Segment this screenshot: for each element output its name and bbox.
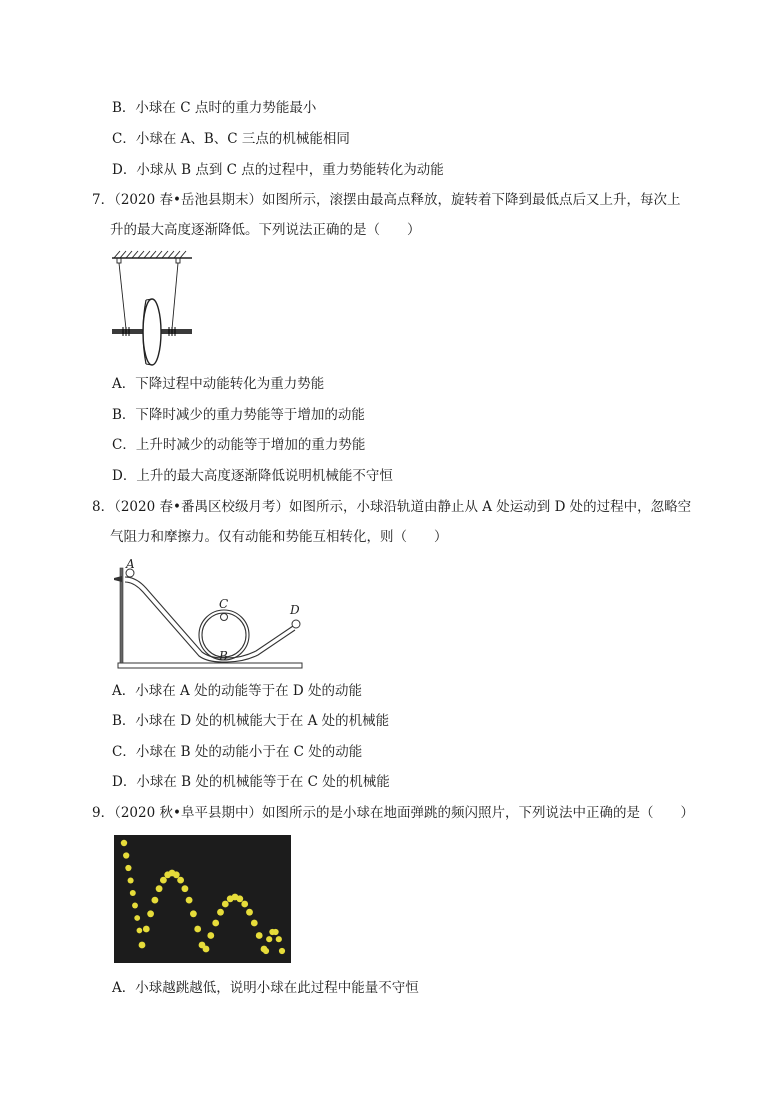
- ball-image: [132, 903, 138, 909]
- ball-image: [207, 932, 214, 939]
- ball-image: [182, 885, 189, 892]
- ball-image: [266, 936, 272, 942]
- ball-image: [130, 890, 136, 896]
- ball-image: [128, 877, 134, 883]
- ball-image: [263, 948, 269, 954]
- ball-image: [123, 852, 129, 858]
- ball-image: [222, 901, 229, 908]
- q7-option-a: A．下降过程中动能转化为重力势能: [112, 376, 325, 392]
- label-b: B: [219, 649, 228, 663]
- ball-image: [256, 932, 263, 939]
- q8-option-b: B．小球在 D 处的机械能大于在 A 处的机械能: [112, 713, 390, 729]
- q9-stem-line1: 9．（2020 秋•阜平县期中）如图所示的是小球在地面弹跳的频闪照片，下列说法中正确的是（ ）: [92, 805, 694, 821]
- q7-stem-line1: 7．（2020 春•岳池县期末）如图所示，滚摆由最高点释放，旋转着下降到最低点后又上升，每次上: [92, 192, 681, 208]
- q9-bouncing-ball-photo: [114, 835, 291, 963]
- ball-image: [194, 926, 201, 933]
- q8-track-figure: [110, 556, 310, 674]
- q8-option-c: C．小球在 B 处的动能小于在 C 处的动能: [112, 744, 363, 760]
- ball-image: [173, 871, 180, 878]
- label-a: A: [126, 557, 135, 571]
- q7-yo-yo-pendulum-figure: [110, 250, 196, 372]
- ball-image: [251, 920, 258, 927]
- ball-image: [137, 928, 143, 934]
- label-c: C: [219, 597, 229, 611]
- q8-stem-line2: 气阻力和摩擦力。仅有动能和势能互相转化，则（ ）: [110, 529, 448, 545]
- ball-image: [273, 929, 279, 935]
- q7-option-d: D．上升的最大高度逐渐降低说明机械能不守恒: [112, 468, 393, 484]
- ball-image: [160, 877, 167, 884]
- ball-image: [152, 897, 159, 904]
- ball-image: [203, 946, 210, 953]
- ball-image: [279, 948, 285, 954]
- q6-option-c: C．小球在 A、B、C 三点的机械能相同: [112, 131, 350, 147]
- ball-image: [212, 920, 219, 927]
- q7-option-c: C．上升时减少的动能等于增加的重力势能: [112, 437, 366, 453]
- ball-image: [236, 895, 243, 902]
- q6-option-b: B．小球在 C 点时的重力势能最小: [112, 100, 317, 116]
- ball-image: [143, 926, 150, 933]
- ball-image: [147, 910, 154, 917]
- ball-image: [217, 909, 224, 916]
- ball-image: [177, 877, 184, 884]
- q8-stem-line1: 8．（2020 春•番禺区校级月考）如图所示，小球沿轨道由静止从 A 处运动到 D 处的过程中，忽略空: [92, 499, 692, 515]
- ball-at-c: [221, 614, 228, 621]
- ball-image: [276, 936, 282, 942]
- q7-stem-line2: 升的最大高度逐渐降低。下列说法正确的是（ ）: [110, 222, 421, 238]
- ball-image: [190, 910, 197, 917]
- label-d: D: [290, 603, 300, 617]
- ball-image: [139, 942, 146, 949]
- q8-option-d: D．小球在 B 处的机械能等于在 C 处的机械能: [112, 774, 390, 790]
- q9-option-a: A．小球越跳越低，说明小球在此过程中能量不守恒: [112, 980, 419, 996]
- ball-image: [134, 915, 140, 921]
- ball-image: [125, 865, 131, 871]
- ball-image: [241, 901, 248, 908]
- ball-image: [121, 840, 127, 846]
- ball-image: [246, 909, 253, 916]
- q8-option-a: A．小球在 A 处的动能等于在 D 处的动能: [112, 683, 362, 699]
- ball-image: [156, 885, 163, 892]
- q7-option-b: B．下降时减少的重力势能等于增加的动能: [112, 407, 365, 423]
- ball-image: [186, 897, 193, 904]
- q6-option-d: D．小球从 B 点到 C 点的过程中，重力势能转化为动能: [112, 162, 444, 178]
- ball-at-d: [292, 620, 300, 628]
